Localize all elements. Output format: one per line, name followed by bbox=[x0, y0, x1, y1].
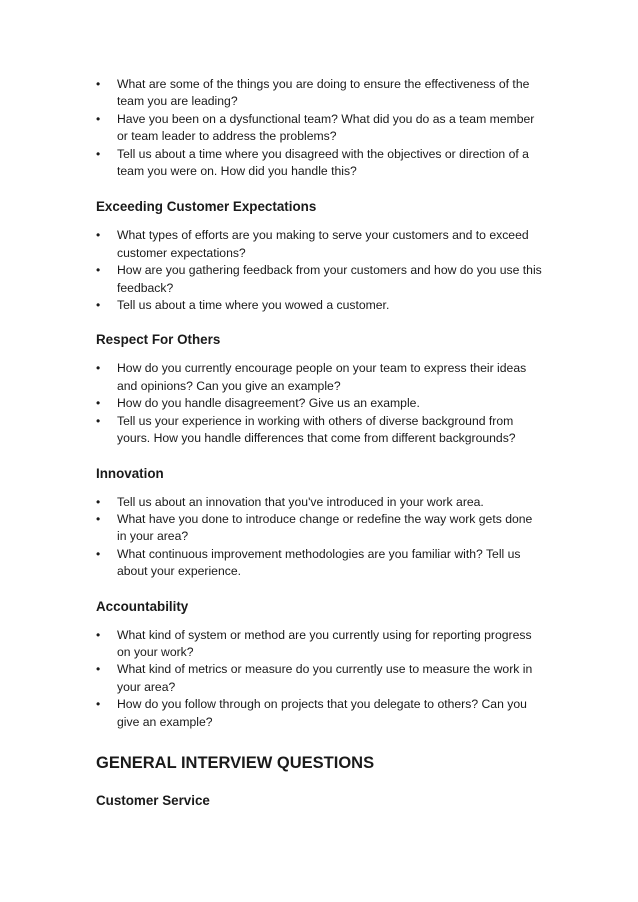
bullet-icon: • bbox=[96, 298, 101, 313]
list-item bbox=[96, 627, 544, 662]
question-text: What kind of system or method are you currently using for reporting progress on your work? bbox=[117, 627, 532, 659]
list-item bbox=[96, 360, 544, 395]
intro-question-list bbox=[96, 76, 544, 180]
bullet-icon: • bbox=[96, 413, 101, 428]
question-list-innovation bbox=[96, 494, 544, 581]
bullet-icon: • bbox=[96, 546, 101, 561]
bullet-icon: • bbox=[96, 263, 101, 278]
bullet-icon: • bbox=[96, 361, 101, 376]
question-text: Tell us about a time where you wowed a customer. bbox=[117, 298, 390, 313]
section-heading-respect-for-others: Respect For Others bbox=[96, 332, 221, 348]
question-text: What are some of the things you are doing to ensure the effectiveness of the team you are leading? bbox=[117, 77, 530, 109]
bullet-icon: • bbox=[96, 146, 101, 161]
list-item bbox=[96, 494, 544, 511]
question-text: What kind of metrics or measure do you currently use to measure the work in your area? bbox=[117, 662, 533, 694]
question-text: How do you follow through on projects that you delegate to others? Can you give an example? bbox=[117, 697, 527, 729]
list-item bbox=[96, 546, 544, 581]
bullet-icon: • bbox=[96, 697, 101, 712]
question-text: What continuous improvement methodologies are you familiar with? Tell us about your experience. bbox=[117, 546, 521, 579]
list-item bbox=[96, 262, 544, 297]
question-list-respect-for-others bbox=[96, 360, 544, 447]
question-text: What have you done to introduce change or redefine the way work gets done in your area? bbox=[117, 511, 533, 544]
list-item bbox=[96, 76, 544, 111]
section-heading-innovation: Innovation bbox=[96, 465, 164, 481]
bullet-icon: • bbox=[96, 228, 101, 243]
question-text: Tell us about an innovation that you've introduced in your work area. bbox=[117, 494, 484, 509]
list-item bbox=[96, 227, 544, 262]
bullet-icon: • bbox=[96, 396, 101, 411]
question-text: Tell us about a time where you disagreed with the objectives or direction of a team you were on. How did you handle this? bbox=[117, 146, 529, 179]
question-list-accountability bbox=[96, 627, 544, 731]
list-item bbox=[96, 511, 544, 546]
bullet-icon: • bbox=[96, 662, 101, 677]
major-heading-general-interview-questions: GENERAL INTERVIEW QUESTIONS bbox=[96, 753, 375, 772]
bullet-icon: • bbox=[96, 511, 101, 526]
question-text: What types of efforts are you making to serve your customers and to exceed customer expectations? bbox=[117, 228, 529, 260]
section-heading-accountability: Accountability bbox=[96, 598, 189, 614]
section-heading-exceeding-customer-expectations: Exceeding Customer Expectations bbox=[96, 199, 317, 215]
list-item bbox=[96, 696, 544, 731]
question-text: How do you handle disagreement? Give us an example. bbox=[117, 396, 420, 411]
section-heading-customer-service: Customer Service bbox=[96, 792, 210, 808]
question-text: How are you gathering feedback from your customers and how do you use this feedback? bbox=[117, 263, 542, 295]
bullet-icon: • bbox=[96, 627, 101, 642]
bullet-icon: • bbox=[96, 77, 101, 91]
question-list-exceeding-customer-expectations bbox=[96, 227, 544, 314]
list-item bbox=[96, 146, 544, 181]
bullet-icon: • bbox=[96, 494, 101, 509]
question-text: How do you currently encourage people on your team to express their ideas and opinions? Can you give an example? bbox=[117, 361, 527, 393]
bullet-icon: • bbox=[96, 111, 101, 126]
list-item bbox=[96, 413, 544, 448]
list-item bbox=[96, 297, 544, 314]
list-item bbox=[96, 661, 544, 696]
list-item bbox=[96, 111, 544, 146]
question-text: Tell us your experience in working with others of diverse background from yours. How you handle differences that come from different backgrounds? bbox=[117, 413, 516, 446]
question-text: Have you been on a dysfunctional team? What did you do as a team member or team leader to address the problems? bbox=[117, 111, 535, 144]
document-content bbox=[96, 76, 544, 809]
list-item bbox=[96, 395, 544, 412]
